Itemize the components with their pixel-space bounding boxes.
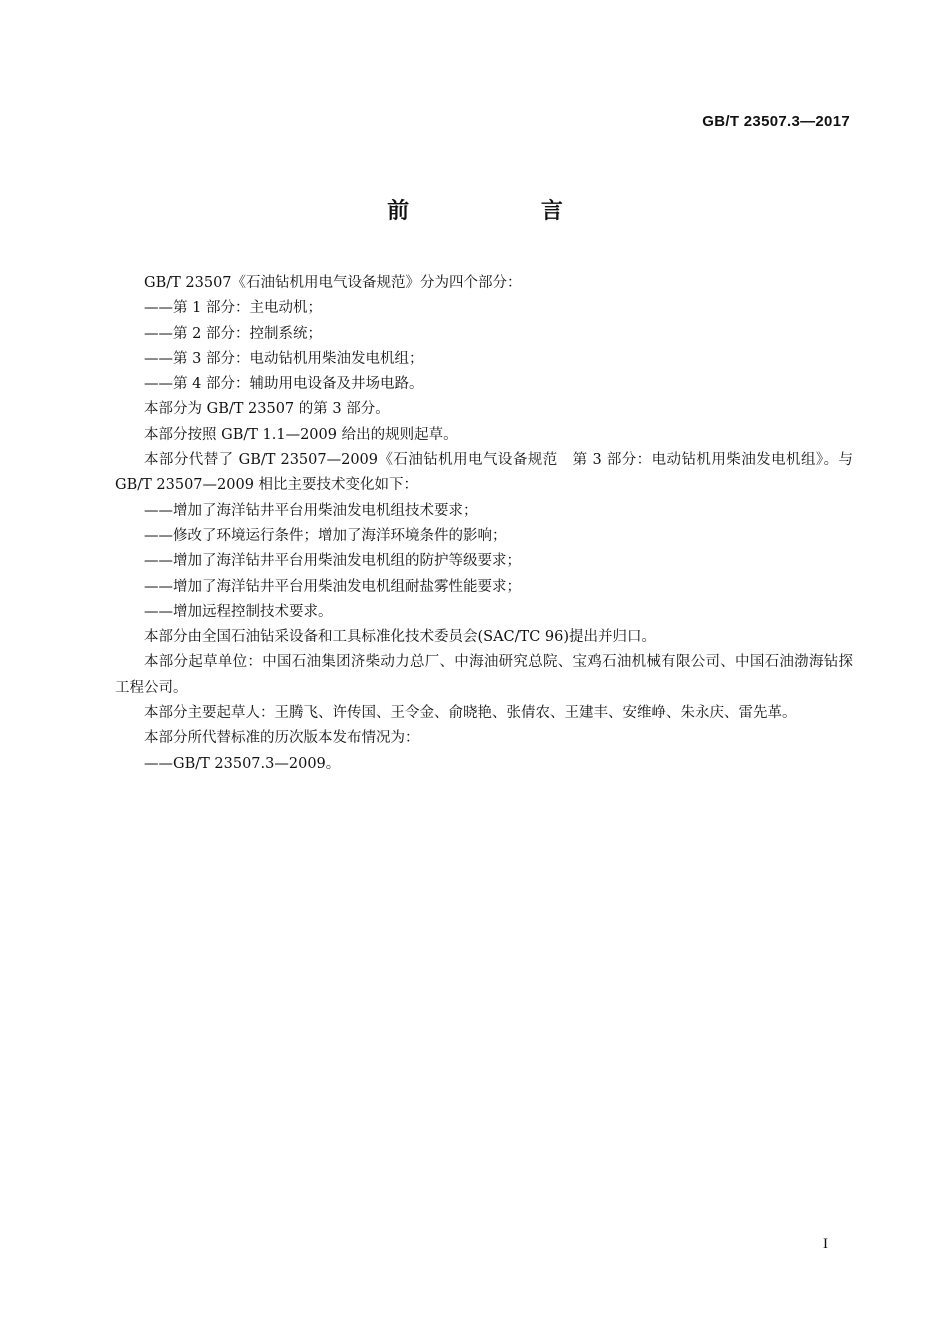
paragraph: GB/T 23507《石油钻机用电气设备规范》分为四个部分：: [144, 275, 522, 291]
paragraph: 本部分由全国石油钻采设备和工具标准化技术委员会(SAC/TC 96)提出并归口。: [144, 629, 657, 646]
paragraph: 本部分所代替标准的历次版本发布情况为：: [144, 730, 420, 747]
list-item: ——修改了环境运行条件；增加了海洋环境条件的影响；: [144, 527, 507, 544]
paragraph: 本部分起草单位：中国石油集团济柴动力总厂、中海油研究总院、宝鸡石油机械有限公司、中国石油渤海钻探工程公司。: [115, 654, 853, 696]
standard-code: GB/T 23507.3—2017: [702, 113, 850, 130]
list-item: ——第 1 部分：主电动机；: [144, 300, 322, 317]
list-item: ——增加远程控制技术要求。: [144, 603, 333, 620]
list-item: ——增加了海洋钻井平台用柴油发电机组技术要求；: [144, 502, 478, 519]
list-item: ——第 3 部分：电动钻机用柴油发电机组；: [144, 350, 424, 367]
list-item: ——第 2 部分：控制系统；: [144, 325, 322, 342]
list-item: ——增加了海洋钻井平台用柴油发电机组耐盐雾性能要求；: [144, 578, 521, 595]
paragraph: 本部分按照 GB/T 1.1—2009 给出的规则起草。: [144, 426, 458, 443]
page-title: 前 言: [387, 199, 625, 224]
page-number: I: [823, 1236, 828, 1252]
list-item: ——第 4 部分：辅助用电设备及井场电路。: [144, 376, 424, 393]
paragraph: 本部分主要起草人：王腾飞、许传国、王令金、俞晓艳、张倩农、王建丰、安维峥、朱永庆、雷先革。: [144, 705, 797, 722]
foreword-body: [115, 271, 853, 777]
paragraph: 本部分代替了 GB/T 23507—2009《石油钻机用电气设备规范 第 3 部分：电动钻机用柴油发电机组》。与 GB/T 23507—2009 相比主要技术变化如下：: [115, 452, 853, 494]
list-item: ——增加了海洋钻井平台用柴油发电机组的防护等级要求；: [144, 553, 521, 570]
paragraph: 本部分为 GB/T 23507 的第 3 部分。: [144, 401, 390, 418]
list-item: ——GB/T 23507.3—2009。: [144, 755, 341, 772]
